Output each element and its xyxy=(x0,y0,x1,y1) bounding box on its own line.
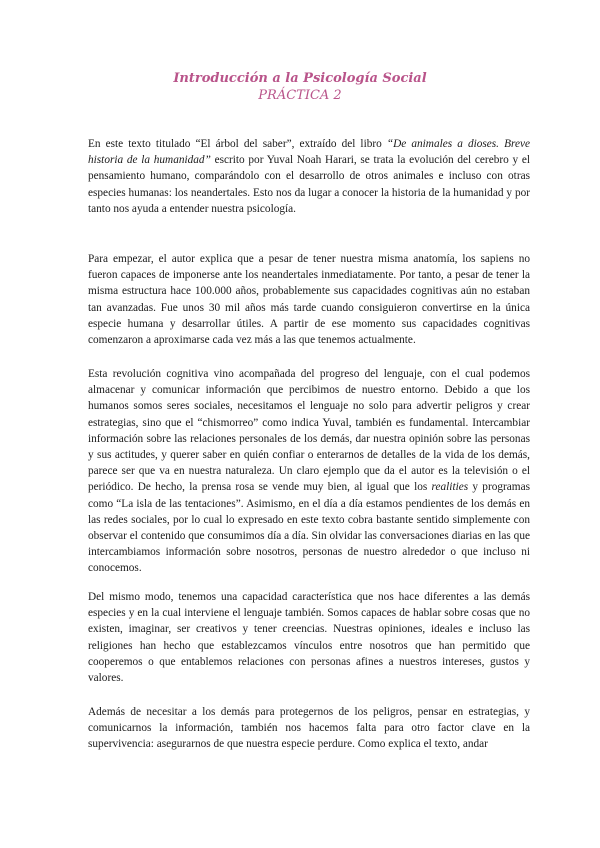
paragraph-5 xyxy=(88,704,530,753)
document-subtitle: PRÁCTICA 2 xyxy=(258,88,342,103)
paragraph-1 xyxy=(88,136,530,217)
paragraph-4 xyxy=(88,589,530,686)
paragraph-4-text: Del mismo modo, tenemos una capacidad característica que nos hace diferentes a las demás especies y en la cual interviene el lenguaje también. Somos capaces de hablar sobre cosas que no existen, imaginar, ser creativos y tener creencias. Nuestras opiniones, ideales e incluso las religiones han hecho que establezcamos vínculos entre nosotros que han permitido que cooperemos o que entablemos relaciones con personas afines a nuestros intereses, gustos y valores. xyxy=(88,591,530,685)
paragraph-3-text-a: Esta revolución cognitiva vino acompañada del progreso del lenguaje, con el cual podemos almacenar y comunicar información que percibimos de nuestro entorno. Debido a que los humanos somos seres sociales, necesitamos el lenguaje no solo para advertir peligros y crear estrategias, sino que el “chismorreo” como indica Yuval, también es fundamental. Intercambiar información sobre las relaciones personales de los demás, dar nuestra opinión sobre las personas y sus actitudes, y querer saber en quién confiar o enterarnos de detalles de la vida de los demás, parece ser que va en nuestra naturaleza. Un claro ejemplo que da el autor es la televisión o el periódico. De hecho, la prensa rosa se vende muy bien, al igual que los xyxy=(88,368,530,494)
paragraph-2 xyxy=(88,251,530,348)
paragraph-1-text-c: escrito por Yuval Noah Harari, se trata la evolución del cerebro y el pensamiento humano, comparándolo con el desarrollo de otros animales e incluso con otras especies humanas: los neandertales. Esto nos da lugar a conocer la historia de la humanidad y por tanto nos ayuda a entender nuestra psicología. xyxy=(88,154,530,215)
paragraph-2-text: Para empezar, el autor explica que a pesar de tener nuestra misma anatomía, los sapiens no fueron capaces de imponerse ante los neandertales inmediatamente. Por tanto, a pesar de tener la misma estructura hace 100.000 años, probablemente sus capacidades cognitivas aún no estaban tan avanzadas. Fue unos 30 mil años más tarde cuando consiguieron convertirse en la única especie humana y desarrollar útiles. A partir de ese momento sus capacidades cognitivas comenzaron a aproximarse cada vez más a las que tenemos actualmente. xyxy=(88,253,530,347)
document-title: Introducción a la Psicología Social xyxy=(173,71,427,86)
paragraph-1-text-a: En este texto titulado “El árbol del saber”, extraído del libro xyxy=(88,138,387,150)
document-header xyxy=(0,70,600,104)
paragraph-5-text: Además de necesitar a los demás para protegernos de los peligros, pensar en estrategias, y comunicarnos la información, también nos hacemos falta para otro factor clave en la supervivencia: asegurarnos de que nuestra especie perdure. Como explica el texto, andar xyxy=(88,706,530,751)
book-title: “De animales a dioses. Breve historia de la humanidad” xyxy=(88,138,530,167)
paragraph-3-text-c: y programas como “La isla de las tentaciones”. Asimismo, en el día a día estamos pendientes de los demás en las redes sociales, por lo cual lo expresado en este texto cobra bastante sentido simplemente con observar el contenido que consumimos día a día. Sin olvidar las conversaciones diarias en las que intercambiamos información sobre nosotros, personas de nuestro alrededor o que incluso ni conocemos. xyxy=(88,481,530,575)
paragraph-3 xyxy=(88,366,530,577)
realities-term: realities xyxy=(431,481,469,494)
